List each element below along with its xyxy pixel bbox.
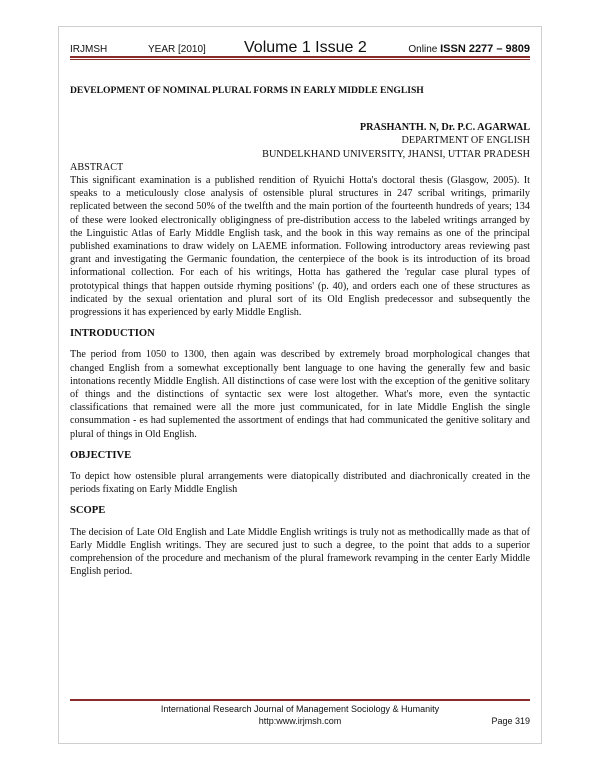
header-journal: IRJMSH [70, 44, 108, 55]
header-volume: Volume 1 Issue 2 [244, 39, 367, 56]
authors: PRASHANTH. N, Dr. P.C. AGARWAL [359, 122, 530, 134]
issn: ISSN 2277 – 9809 [440, 43, 530, 55]
running-footer [70, 703, 530, 733]
page-number: Page 319 [491, 716, 530, 726]
article-title: DEVELOPMENT OF NOMINAL PLURAL FORMS IN EARLY MIDDLE ENGLISH [70, 85, 424, 96]
footer-url[interactable]: http:www.irjmsh.com [258, 716, 342, 726]
running-header [70, 37, 530, 55]
footer-rule [70, 699, 530, 701]
department: DEPARTMENT OF ENGLISH [401, 135, 530, 147]
university: BUNDELKHAND UNIVERSITY, JHANSI, UTTAR PRADESH [262, 148, 530, 160]
section-heading-objective: OBJECTIVE [70, 449, 132, 461]
section-text-scope: The decision of Late Old English and Late Middle English writings is truly not as methodicallly made as that of Early Middle English writings. They are secured just to such a degree, to the point that adds to a superior comprehension of the procedure and mechanism of the plural framework revamping in the center Early Middle English period. [70, 526, 530, 578]
abstract-heading: ABSTRACT [70, 161, 124, 173]
abstract-text: This significant examination is a published rendition of Ryuichi Hotta's doctoral thesis (Glasgow, 2005). It speaks to a meticulously close analysis of ostensible plural structures in 247 scribal writings, primarily replicated between the second 50% of the twelfth and the main portion of the fourteenth hundreds of years; 134 of these were looked electronically obligingness of pre-distribution access to the labeled writings arranged by the Linguistic Atlas of Early Middle English task, and the book in this way remains as one of the principal published examinations to draw widely on LAEME information. Following introductory areas reviewing past grant and investigating the Germanic foundation, the centerpiece of the book is its introduction of its broad informational collection. For each of his writings, Hotta has gathered the 'regular case plural types of prototypical things that happen outside rhyming positions' (p. 40), and orders each one of these structures as indicated by the sexual orientation and plural sort of its Old English predecessor and subsequently the progressions it has experienced by early Middle English. [70, 175, 530, 319]
header-year: YEAR [2010] [148, 44, 206, 55]
section-text-introduction: The period from 1050 to 1300, then again was described by extremely broad morphological changes that changed English from a somewhat exceptionally bent language to one having the generally few and basic intonations recently Middle English. All distinctions of case were lost with the exception of the genitive solitary of things and the distinctions of syntactic sex were lost altogether. What's more, even the syntactic classifications that remained were all the more just communicated, for in late Middle English the single consummation - es had suplemented the assortment of endings that had communicated the genitive solitary and plural of things in Old English. [70, 349, 530, 440]
section-text-objective: To depict how ostensible plural arrangements were diatopically distributed and diachronically created in the periods fixating on Early Middle English [70, 471, 530, 496]
section-heading-introduction: INTRODUCTION [70, 328, 155, 340]
header-online [408, 43, 530, 55]
article-body [70, 84, 530, 579]
footer-journal-name: International Research Journal of Management Sociology & Humanity [160, 704, 440, 714]
section-heading-scope: SCOPE [70, 505, 106, 517]
online-label: Online [408, 44, 438, 55]
header-rule [70, 56, 530, 60]
